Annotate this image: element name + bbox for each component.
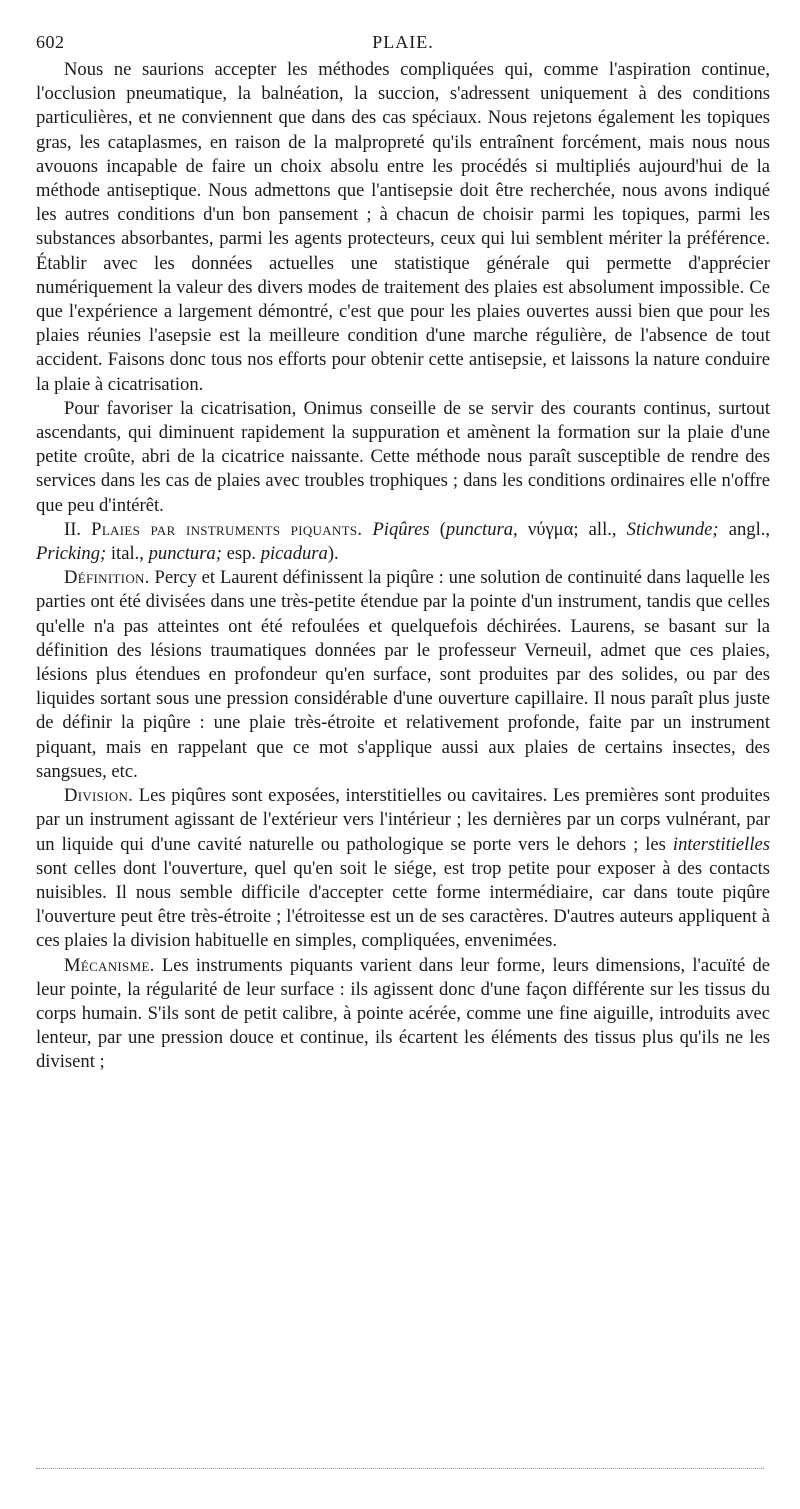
mecanisme-label: Mécanisme. [64,954,155,976]
division-text-after: sont celles dont l'ouverture, quel qu'en soit le siége, est trop petite pour exposer à des contacts nuisibles. Il nous semble difficile d'accepter cette forme intermédiaire, car dans toute piqûre l'ouverture peut être très-étroite ; l'étroitesse est un de ses caractères. D'autres auteurs appliquent à ces plaies la division habituelle en simples, compliquées, envenimées. [36,857,770,952]
section-heading-close: ). [327,543,339,565]
label-angl: angl., [728,518,771,540]
division-text-before: Les piqûres sont exposées, interstitielles ou cavitaires. Les premières sont produites par un instrument agissant de l'extérieur vers l'intérieur ; les dernières par un corps vulnérant, par un liquide qui d'une cavité naturelle ou pathologique se porte vers le dehors ; les [36,785,770,855]
definition-text: Percy et Laurent définissent la piqûre : une solution de continuité dans laquelle les parties ont été divisées dans une très-petite étendue par la pointe d'un instrument, tandis que celles qu'elle n'a pas atteintes ont été refoulées et quelquefois déchirées. Laurens, se basant sur la définition des lésions traumatiques données par le professeur Verneuil, admet que ces plaies, lésions plus étendues en profondeur qu'en surface, sont produites par des solides, ou par des liquides sortant sous une pression considérable d'une ouverture capillaire. Il nous paraît plus juste de définir la piqûre : une plaie très-étroite et relativement profonde, faite par un instrument piquant, mais en rappelant que ce mot s'applique aussi aux plaies de certains insectes, des sangsues, etc. [36,567,771,782]
body-text [36,58,770,1075]
page-header [36,28,770,58]
term-picadura: picadura [260,543,328,565]
term-pricking: Pricking; [36,543,107,565]
footer-dotted-rule [36,1468,764,1469]
term-punctura-ital: punctura; [148,543,222,565]
paragraph-antisepsie: Nous ne saurions accepter les méthodes compliquées qui, comme l'aspiration continue, l'occlusion pneumatique, la balnéation, la succion, s'adressent uniquement à des conditions particulières, et ne conviennent que dans des cas spéciaux. Nous rejetons également les topiques gras, les cataplasmes, en raison de la malpropreté qu'ils entraînent forcément, mais nous nous avouons incapable de faire un choix absolu entre les procédés si multipliés aujourd'hui de la méthode antiseptique. Nous admettons que l'antisepsie doit être recherchée, nous avons indiqué les autres conditions d'un bon pansement ; à chacun de choisir parmi les topiques, parmi les substances absorbantes, parmi les agents protecteurs, ceux qui lui semblent mériter la préférence. Établir avec les données actuelles une statistique générale qui permette d'apprécier numériquement la valeur des divers modes de traitement des plaies est absolument impossible. Ce que l'expérience a largement démontré, c'est que pour les plaies ouvertes aussi bien que pour les plaies réunies l'asepsie est la meilleure condition d'une marche régulière, de l'absence de tout accident. Faisons donc tous nos efforts pour obtenir cette antisepsie, et laissons la nature conduire la plaie à cicatrisation. [36,59,770,395]
mecanisme-text: Les instruments piquants varient dans leur forme, leurs dimensions, l'acuïté de leur pointe, la régularité de leur surface : ils agissent donc d'une façon différente sur les tissus du corps humain. S'ils sont de petit calibre, à pointe acérée, comme une fine aiguille, introduits avec lenteur, par une pression douce et continue, ils écartent les éléments des tissus plus qu'ils ne les divisent ; [36,954,771,1073]
page-number: 602 [36,32,65,52]
term-greek: νύγμα [527,518,574,540]
page [36,28,770,1075]
paragraph-definition [36,566,770,784]
label-esp: esp. [226,543,257,565]
definition-label: Définition. [64,567,150,589]
term-stichwunde: Stichwunde; [626,518,719,540]
paragraph-division [36,784,770,953]
section-heading-piqures: II. Plaies par instruments piquants. Piqûres (punctura, νύγμα; all., Stichwunde; angl., Pricking; ital., punctura; esp. picadura). [36,518,771,565]
division-label: Division. [64,785,134,807]
paragraph-cicatrisation: Pour favoriser la cicatrisation, Onimus conseille de se servir des courants continus, surtout ascendants, qui diminuent rapidement la suppuration et amènent la formation sur la plaie d'une petite croûte, abri de la cicatrice naissante. Cette méthode nous paraît susceptible de rendre des services dans les cas de plaies avec troubles trophiques ; dans les conditions ordinaires elle n'offre que peu d'intérêt. [36,397,770,516]
section-title: Plaies par instruments piquants. [91,518,363,540]
section-main-term: Piqûres [372,518,430,540]
label-ital: ital., [110,543,144,565]
paragraph-mecanisme [36,954,770,1075]
division-emphasis: interstitielles [672,833,770,855]
section-number: II. [64,518,82,540]
label-all: ; all., [573,518,617,540]
term-punctura: punctura, [445,518,518,540]
running-title: PLAIE. [372,32,434,52]
